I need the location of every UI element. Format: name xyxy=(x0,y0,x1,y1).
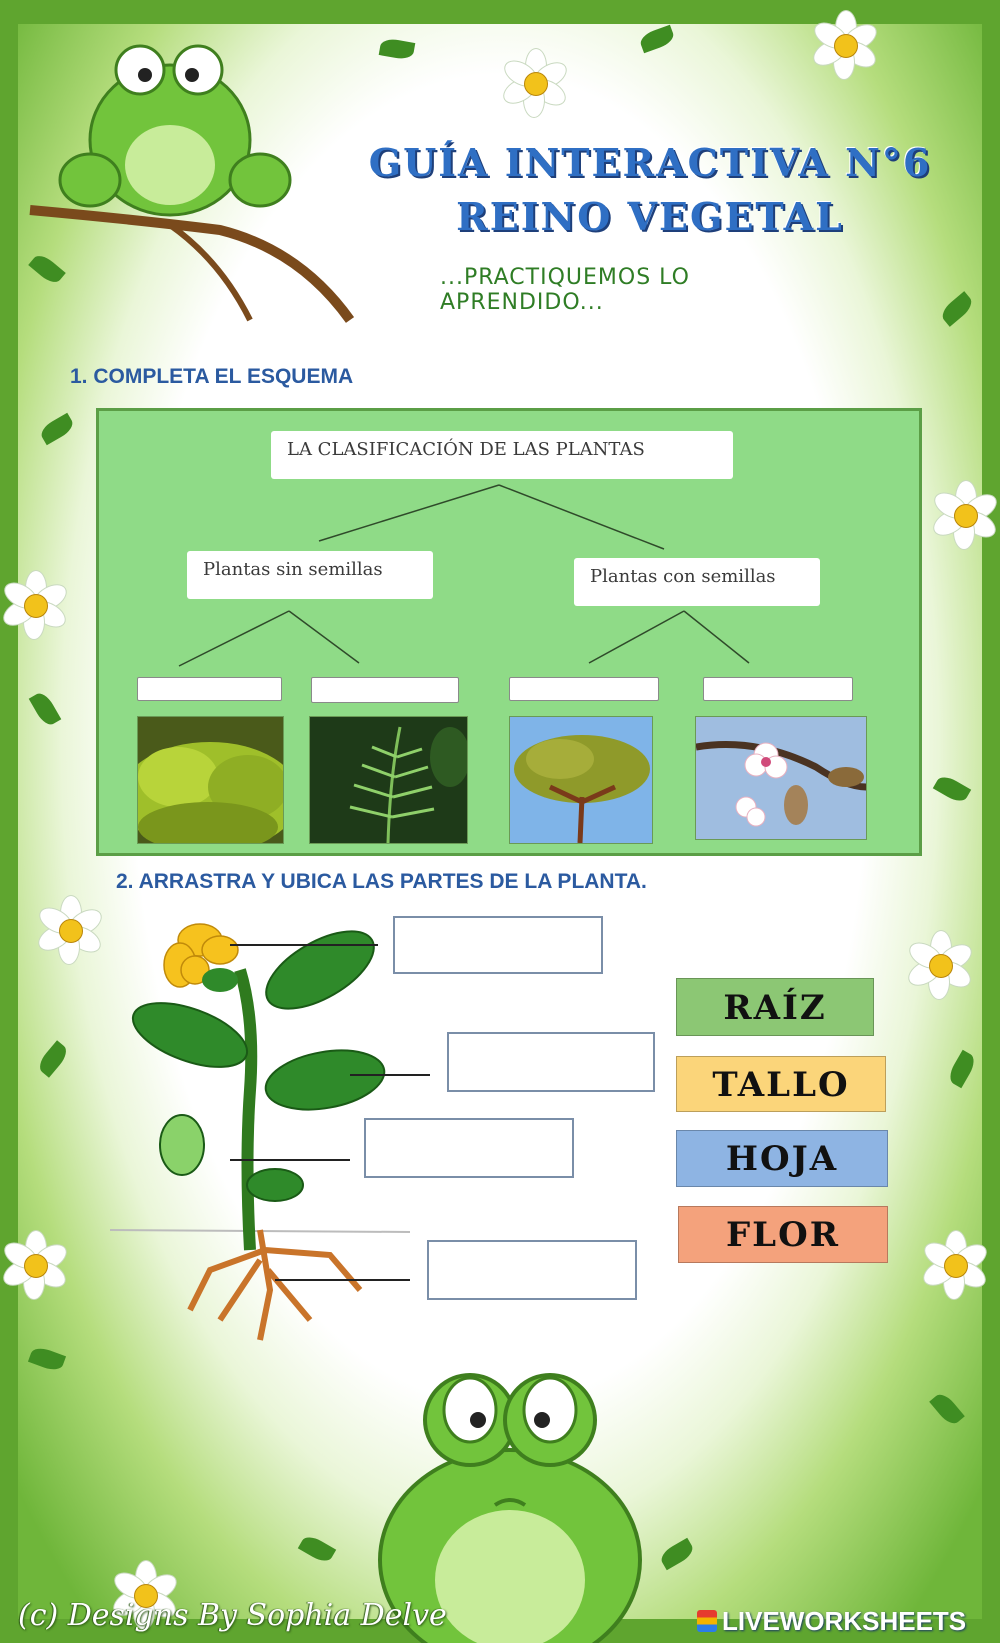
frame-border-left xyxy=(0,0,18,1643)
daisy-flower-icon xyxy=(0,1230,70,1300)
drag-chip-hoja[interactable]: HOJA xyxy=(676,1130,888,1187)
answer-box-4[interactable] xyxy=(703,677,853,701)
leaf-decoration xyxy=(379,37,416,61)
drop-target-leaf[interactable] xyxy=(447,1032,655,1092)
daisy-flower-icon xyxy=(930,480,1000,550)
leaf-decoration xyxy=(298,1533,336,1566)
section-2-heading: 2. ARRASTRA Y UBICA LAS PARTES DE LA PLANTA. xyxy=(116,870,647,893)
daisy-flower-icon xyxy=(920,1230,990,1300)
leaf-decoration xyxy=(658,1538,696,1571)
section-1-heading: 1. COMPLETA EL ESQUEMA xyxy=(70,365,354,388)
leaf-decoration xyxy=(933,773,971,806)
liveworksheets-brand[interactable]: LIVEWORKSHEETS xyxy=(722,1606,967,1636)
leaf-decoration xyxy=(35,1040,71,1078)
leaf-decoration xyxy=(946,1050,979,1088)
almond-flower-photo xyxy=(695,716,867,840)
drop-target-root[interactable] xyxy=(427,1240,637,1300)
leaf-decoration xyxy=(28,1345,66,1374)
pine-tree-photo xyxy=(509,716,653,844)
daisy-flower-icon xyxy=(500,48,570,118)
answer-box-2[interactable] xyxy=(311,677,459,703)
leaf-decoration xyxy=(938,291,976,327)
drag-chip-tallo[interactable]: TALLO xyxy=(676,1056,886,1112)
leaf-decoration xyxy=(638,25,676,54)
liveworksheets-logo-icon xyxy=(697,1610,717,1632)
scheme-branch-right: Plantas con semillas xyxy=(574,558,820,606)
classification-scheme xyxy=(96,408,922,856)
answer-box-1[interactable] xyxy=(137,677,282,701)
page-title: GUÍA INTERACTIVA N°6 xyxy=(368,140,932,185)
fern-photo xyxy=(309,716,468,844)
leaf-decoration xyxy=(29,690,62,728)
frogs-on-branch-illustration xyxy=(20,20,360,350)
page-subtitle-title: REINO VEGETAL xyxy=(456,194,844,239)
scheme-root-box: LA CLASIFICACIÓN DE LAS PLANTAS xyxy=(271,431,733,479)
scheme-branch-left: Plantas sin semillas xyxy=(187,551,433,599)
frame-border-right xyxy=(982,0,1000,1643)
designer-credit: (c) Designs By Sophia Delve xyxy=(18,1598,447,1633)
drag-chip-raiz[interactable]: RAÍZ xyxy=(676,978,874,1036)
frog-illustration xyxy=(360,1330,660,1643)
answer-box-3[interactable] xyxy=(509,677,659,701)
page-tagline: ...PRACTIQUEMOS LO APRENDIDO... xyxy=(440,265,690,315)
moss-photo xyxy=(137,716,284,844)
leaf-decoration xyxy=(929,1390,965,1428)
drag-chip-flor[interactable]: FLOR xyxy=(678,1206,888,1263)
drop-target-flower[interactable] xyxy=(393,916,603,974)
daisy-flower-icon xyxy=(810,10,880,80)
drop-target-stem[interactable] xyxy=(364,1118,574,1178)
daisy-flower-icon xyxy=(0,570,70,640)
leaf-decoration xyxy=(38,413,76,446)
daisy-flower-icon xyxy=(35,895,105,965)
daisy-flower-icon xyxy=(905,930,975,1000)
